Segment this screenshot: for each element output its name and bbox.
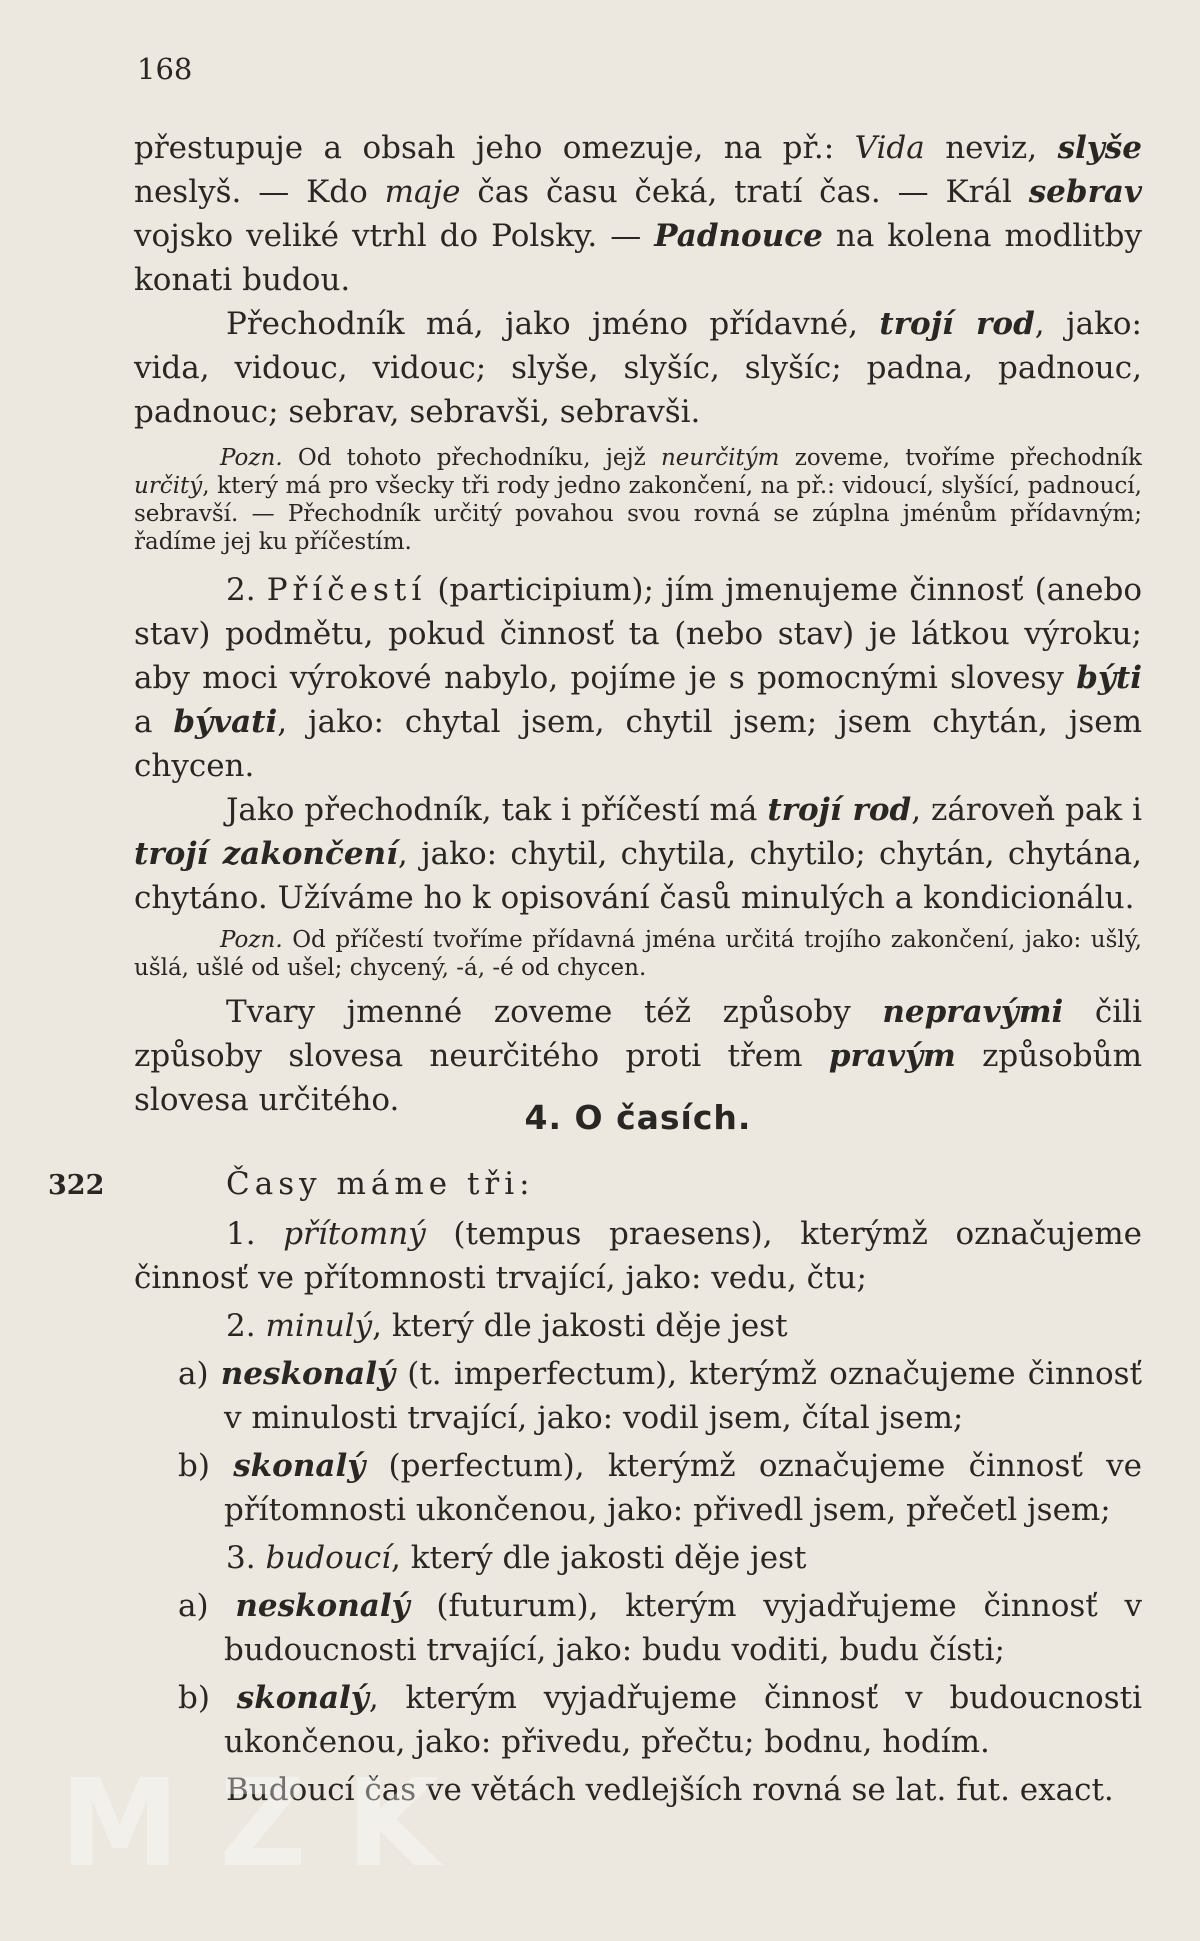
- paragraph-prechodnik-examples: přestupuje a obsah jeho omezuje, na př.: Vida neviz, slyše neslyš. — Kdo maje čas času čeká, tratí čas. — Král sebrav vojsko veliké vtrhl do Polsky. — Padnouce na kolena modlitby konati budou.: [134, 130, 1143, 298]
- note-pricesti: Pozn. Od příčestí tvoříme přídavná jména určitá trojího zakončení, jako: ušlý, ušlá, ušlé od ušel; chycený, -á, -é od chycen.: [134, 927, 1142, 981]
- upper-text-block: [134, 126, 1142, 1122]
- time-past: 2. minulý, který dle jakosti děje jest: [226, 1308, 788, 1344]
- time-present: 1. přítomný (tempus praesens), kterýmž označujeme činnosť ve přítomnosti trvající, jako: vedu, čtu;: [134, 1216, 1142, 1296]
- paragraph-tvary-jmenne: Tvary jmenné zoveme též způsoby nepravými čili způsoby slovesa neurčitého proti třem pravým způsobům slovesa určitého.: [134, 994, 1142, 1118]
- paragraph-pricesti-rod: Jako přechodník, tak i příčestí má trojí rod, zároveň pak i trojí zakončení, jako: chytil, chytila, chytilo; chytán, chytána, chytáno. Užíváme ho k opisování časů minulých a kondicionálu.: [134, 792, 1142, 916]
- section-heading: 4. O časích.: [524, 1098, 752, 1137]
- times-intro: Časy máme tři:: [226, 1166, 535, 1202]
- time-future-imperfect: a) neskonalý (futurum), kterým vyjadřujeme činnosť v budoucnosti trvající, jako: budu voditi, budu čísti;: [178, 1588, 1142, 1668]
- page-number: 168: [137, 52, 193, 86]
- time-future: 3. budoucí, který dle jakosti děje jest: [226, 1540, 807, 1576]
- lower-text-block: [134, 1096, 1142, 1812]
- paragraph-pricesti: 2. Příčestí (participium); jím jmenujeme činnosť (anebo stav) podmětu, pokud činnosť ta (nebo stav) je látkou výroku; aby moci výrokové nabylo, pojíme je s pomocnými slovesy býti a bývati, jako: chytal jsem, chytil jsem; jsem chytán, jsem chycen.: [134, 572, 1142, 784]
- future-note-line: Budoucí čas ve větách vedlejších rovná se lat. fut. exact.: [226, 1772, 1114, 1808]
- time-future-perfect: b) skonalý, kterým vyjadřujeme činnosť v budoucnosti ukončenou, jako: přivedu, přečtu; bodnu, hodím.: [178, 1680, 1142, 1760]
- time-past-perfect: b) skonalý (perfectum), kterýmž označujeme činnosť ve přítomnosti ukončenou, jako: přivedl jsem, přečetl jsem;: [178, 1448, 1142, 1528]
- time-past-imperfect: a) neskonalý (t. imperfectum), kterýmž označujeme činnosť v minulosti trvající, jako: vodil jsem, čítal jsem;: [178, 1356, 1142, 1436]
- margin-section-number: 322: [48, 1170, 105, 1201]
- watermark: MZK: [60, 1755, 480, 1894]
- paragraph-prechodnik-rod: Přechodník má, jako jméno přídavné, trojí rod, jako: vida, vidouc, vidouc; slyše, slyšíc, slyšíc; padna, padnouc, padnouc; sebrav, sebravši, sebravši.: [134, 306, 1142, 430]
- note-prechodnik: Pozn. Od tohoto přechodníku, jejž neurčitým zoveme, tvoříme přechodník určitý, který má pro všecky tři rody jedno zakončení, na př.: vidoucí, slyšící, padnoucí, sebravší. — Přechodník určitý povahou svou rovná se zúplna jménům přídavným; řadíme jej ku příčestím.: [134, 445, 1142, 555]
